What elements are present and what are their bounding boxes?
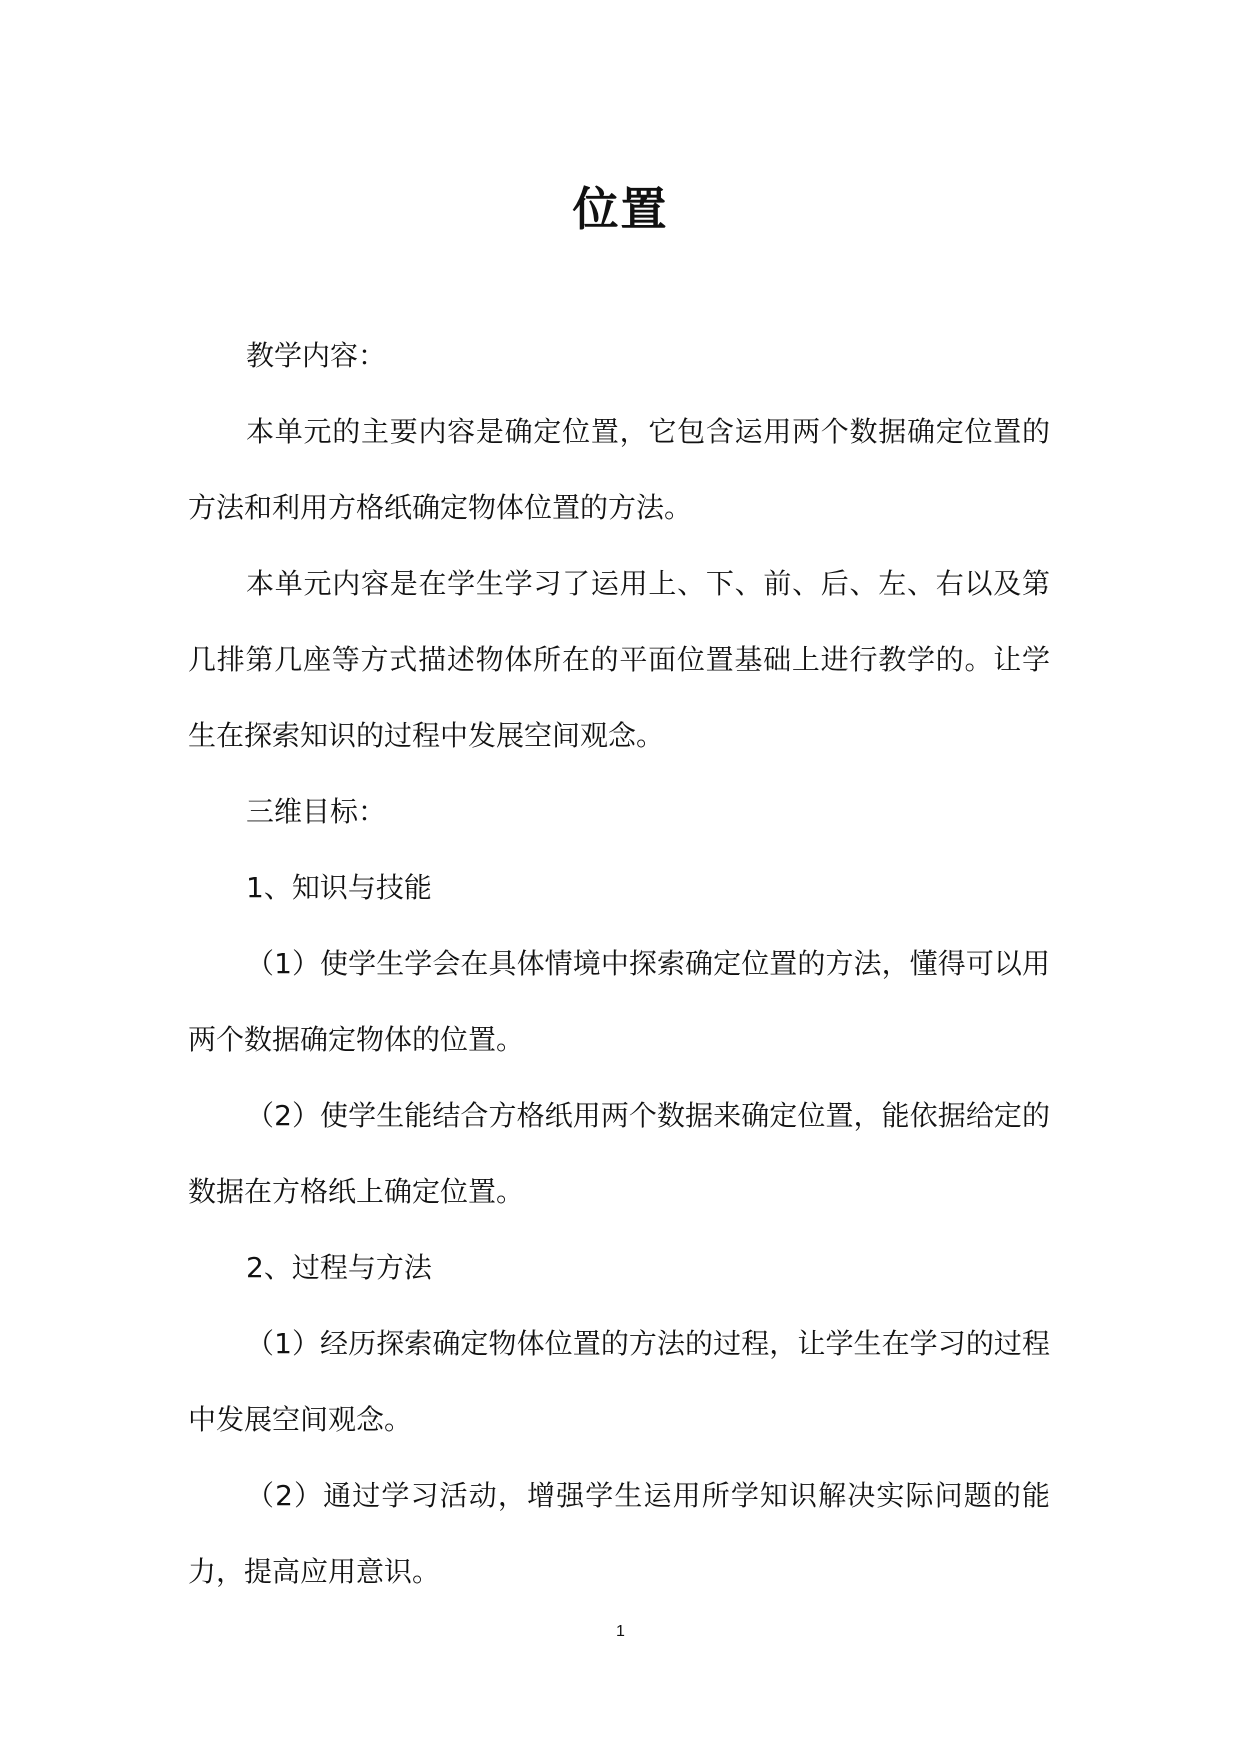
paragraph-process-method-item-1: （1）经历探索确定物体位置的方法的过程，让学生在学习的过程中发展空间观念。 (188, 1327, 1050, 1436)
paragraph-knowledge-skills-item-1: （1）使学生学会在具体情境中探索确定位置的方法，懂得可以用两个数据确定物体的位置。 (188, 947, 1050, 1056)
paragraph-knowledge-skills-heading: 1、知识与技能 (246, 871, 432, 904)
paragraph-knowledge-skills-item-2: （2）使学生能结合方格纸用两个数据来确定位置，能依据给定的数据在方格纸上确定位置。 (188, 1099, 1050, 1208)
paragraph-process-method-item-2: （2）通过学习活动，增强学生运用所学知识解决实际问题的能力，提高应用意识。 (188, 1479, 1050, 1588)
page-number: 1 (616, 1623, 625, 1640)
paragraph-objectives-heading: 三维目标： (246, 795, 387, 828)
paragraph-teaching-content-heading: 教学内容： (246, 339, 387, 372)
paragraph-process-method-heading: 2、过程与方法 (246, 1251, 432, 1284)
paragraph-unit-background: 本单元内容是在学生学习了运用上、下、前、后、左、右以及第几排第几座等方式描述物体所在的平面位置基础上进行教学的。让学生在探索知识的过程中发展空间观念。 (188, 567, 1050, 752)
paragraph-unit-main-content: 本单元的主要内容是确定位置，它包含运用两个数据确定位置的方法和利用方格纸确定物体位置的方法。 (188, 415, 1050, 524)
document-body (188, 318, 1050, 1610)
document-title: 位置 (572, 181, 669, 236)
